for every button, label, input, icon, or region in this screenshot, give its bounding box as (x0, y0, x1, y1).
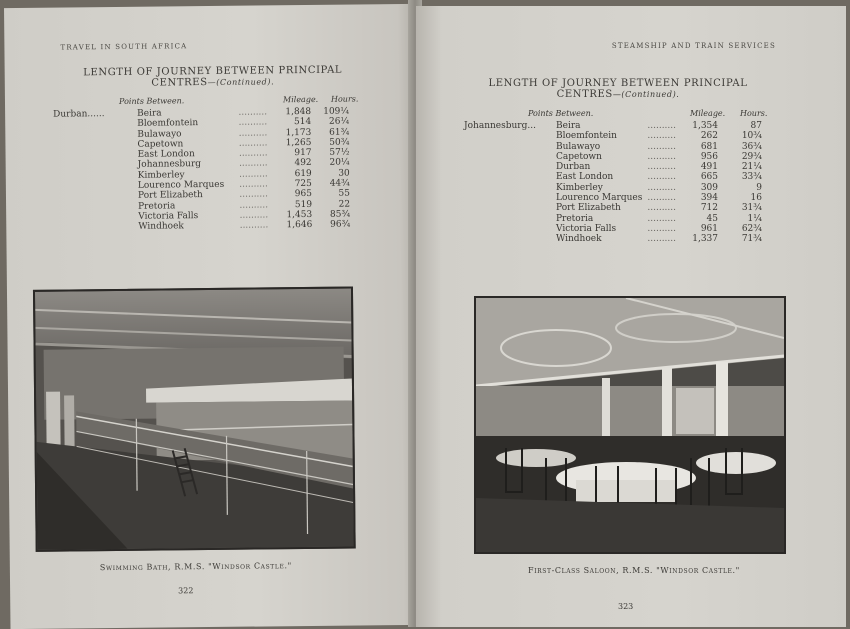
right-page (416, 6, 846, 627)
destination-city: Capetown (556, 151, 602, 162)
leader-dots: .......... (647, 162, 676, 173)
hours-cell: 57½ (329, 147, 350, 158)
hours-cell: 109¼ (323, 106, 350, 117)
hours-cell: 87 (750, 121, 762, 131)
title-line-1: LENGTH OF JOURNEY BETWEEN PRINCIPAL (488, 78, 748, 89)
mileage-cell: 519 (294, 199, 313, 210)
mileage-cell: 1,848 (285, 106, 312, 118)
photo-caption: Swimming Bath, R.M.S. "Windsor Castle." (99, 561, 292, 573)
destination-city: Beira (556, 121, 581, 131)
header-points: Points Between. (118, 96, 185, 106)
table-row (464, 131, 794, 141)
leader-dots: .......... (239, 210, 269, 221)
mileage-cell: 619 (294, 168, 312, 179)
destination-city: Pretoria (138, 201, 176, 212)
hours-cell: 55 (338, 188, 351, 200)
hours-cell: 96¾ (330, 219, 351, 231)
destination-city: Windhoek (138, 221, 184, 233)
mileage-cell: 956 (700, 151, 718, 162)
table-header (464, 109, 794, 121)
hours-cell: 1¼ (747, 213, 762, 224)
hours-cell: 22 (338, 199, 351, 210)
destination-city: Capetown (137, 139, 184, 150)
table-row (464, 214, 794, 224)
leader-dots: .......... (647, 141, 676, 152)
mileage-cell: 665 (700, 172, 718, 183)
destination-city: Bloemfontein (556, 131, 617, 142)
table-row (54, 220, 374, 234)
mileage-cell: 491 (700, 162, 718, 173)
mileage-cell: 45 (706, 213, 718, 224)
header-hours: Hours. (330, 94, 359, 104)
leader-dots: .......... (647, 203, 676, 214)
table-row (464, 142, 794, 152)
destination-city: Kimberley (556, 182, 603, 193)
hours-cell: 30 (338, 168, 350, 179)
distance-table (53, 94, 374, 233)
mileage-cell: 1,337 (692, 234, 718, 245)
hours-cell: 16 (750, 193, 762, 204)
table-row (464, 224, 794, 234)
header-mileage: Mileage. (282, 94, 319, 105)
destination-city: Beira (137, 108, 162, 119)
leader-dots: .......... (647, 151, 676, 162)
hours-cell: 71¾ (741, 234, 762, 245)
table-row (464, 172, 794, 182)
leader-dots: .......... (647, 182, 676, 193)
table-row (464, 203, 794, 213)
hours-cell: 29¾ (741, 151, 762, 162)
table-row (464, 162, 794, 172)
hours-cell: 9 (756, 182, 762, 193)
hours-cell: 10¾ (741, 131, 762, 142)
hours-cell: 36¾ (741, 141, 762, 152)
destination-city: Lourenco Marques (137, 179, 225, 191)
page-number: 322 (178, 586, 194, 596)
hours-cell: 50¾ (329, 137, 350, 148)
mileage-cell: 965 (294, 189, 313, 200)
title-line-2: CENTRES (556, 89, 613, 100)
destination-city: Bloemfontein (137, 118, 199, 130)
running-head: TRAVEL IN SOUTH AFRICA (60, 42, 188, 52)
title-continued: —(Continued). (612, 90, 680, 99)
mileage-cell: 309 (700, 182, 718, 193)
header-hours: Hours. (740, 109, 768, 118)
mileage-cell: 725 (294, 179, 312, 190)
table-body (464, 121, 794, 245)
hours-cell: 33¾ (741, 172, 762, 183)
mileage-cell: 681 (700, 141, 718, 152)
destination-city: Bulawayo (137, 128, 182, 140)
destination-city: Durban (556, 162, 591, 173)
table-title (81, 65, 345, 90)
destination-city: Lourenco Marques (556, 193, 643, 204)
page-number: 323 (618, 602, 634, 611)
table-row (464, 193, 794, 203)
title-continued: —(Continued). (207, 77, 275, 88)
mileage-cell: 961 (700, 223, 718, 234)
table-row (464, 152, 794, 162)
leader-dots: .......... (647, 193, 676, 204)
saloon-illustration (476, 298, 784, 552)
mileage-cell: 1,265 (285, 137, 312, 149)
destination-city: Port Elizabeth (556, 203, 621, 214)
destination-city: Pretoria (556, 213, 594, 224)
mileage-cell: 262 (700, 131, 718, 142)
mileage-cell: 1,173 (285, 127, 312, 138)
destination-city: Victoria Falls (556, 223, 617, 234)
destination-city: Johannesburg (137, 159, 202, 171)
leader-dots: .......... (239, 169, 268, 180)
hours-cell: 61¾ (329, 127, 350, 138)
destination-city: Bulawayo (556, 141, 601, 152)
mileage-cell: 394 (700, 193, 718, 204)
leader-dots: .......... (238, 107, 268, 118)
leader-dots: .......... (238, 138, 268, 149)
hours-cell: 26¼ (328, 116, 350, 128)
hours-cell: 31¾ (741, 203, 762, 214)
mileage-cell: 1,354 (692, 121, 718, 131)
table-row (464, 234, 794, 244)
destination-city: Kimberley (137, 170, 185, 181)
hours-cell: 85¾ (329, 209, 351, 220)
origin-city: Durban...... (53, 109, 105, 120)
title-line-2: CENTRES (151, 77, 208, 89)
leader-dots: .......... (239, 220, 269, 231)
left-page (4, 4, 420, 629)
leader-dots: .......... (647, 223, 676, 234)
title-line-1: LENGTH OF JOURNEY BETWEEN PRINCIPAL (83, 64, 343, 79)
leader-dots: .......... (239, 189, 269, 201)
destination-city: Port Elizabeth (137, 190, 203, 202)
leader-dots: .......... (239, 200, 269, 211)
first-class-saloon-photo (474, 296, 786, 554)
leader-dots: .......... (647, 234, 676, 245)
leader-dots: .......... (238, 117, 268, 128)
hours-cell: 62¾ (741, 223, 762, 234)
destination-city: Windhoek (556, 234, 602, 245)
hours-cell: 21¼ (741, 162, 762, 173)
leader-dots: .......... (238, 158, 268, 170)
header-mileage: Mileage. (690, 109, 726, 118)
destination-city: East London (556, 172, 614, 183)
table-row (464, 183, 794, 193)
mileage-cell: 712 (700, 203, 718, 214)
leader-dots: .......... (239, 179, 268, 190)
swimming-bath-photo (33, 287, 356, 552)
mileage-cell: 917 (294, 148, 312, 159)
leader-dots: .......... (647, 172, 676, 183)
leader-dots: .......... (238, 127, 268, 139)
destination-city: East London (137, 149, 195, 160)
running-head: STEAMSHIP AND TRAIN SERVICES (611, 42, 776, 50)
destination-city: Victoria Falls (138, 211, 199, 222)
distance-table (464, 109, 794, 245)
photo-caption: First-Class Saloon, R.M.S. "Windsor Castle." (528, 566, 740, 575)
table-row (464, 121, 794, 131)
mileage-cell: 1,453 (286, 209, 313, 221)
swimming-bath-illustration (35, 289, 354, 550)
leader-dots: .......... (647, 213, 676, 224)
leader-dots: .......... (647, 131, 676, 142)
table-body (53, 106, 374, 233)
hours-cell: 44¾ (329, 178, 350, 189)
hours-cell: 20¼ (329, 158, 350, 169)
origin-city: Johannesburg... (464, 121, 536, 131)
mileage-cell: 514 (293, 117, 312, 128)
leader-dots: .......... (238, 148, 268, 159)
table-title (486, 78, 750, 100)
mileage-cell: 492 (294, 158, 312, 169)
mileage-cell: 1,646 (286, 220, 313, 231)
header-points: Points Between. (528, 109, 594, 118)
leader-dots: .......... (647, 121, 676, 131)
